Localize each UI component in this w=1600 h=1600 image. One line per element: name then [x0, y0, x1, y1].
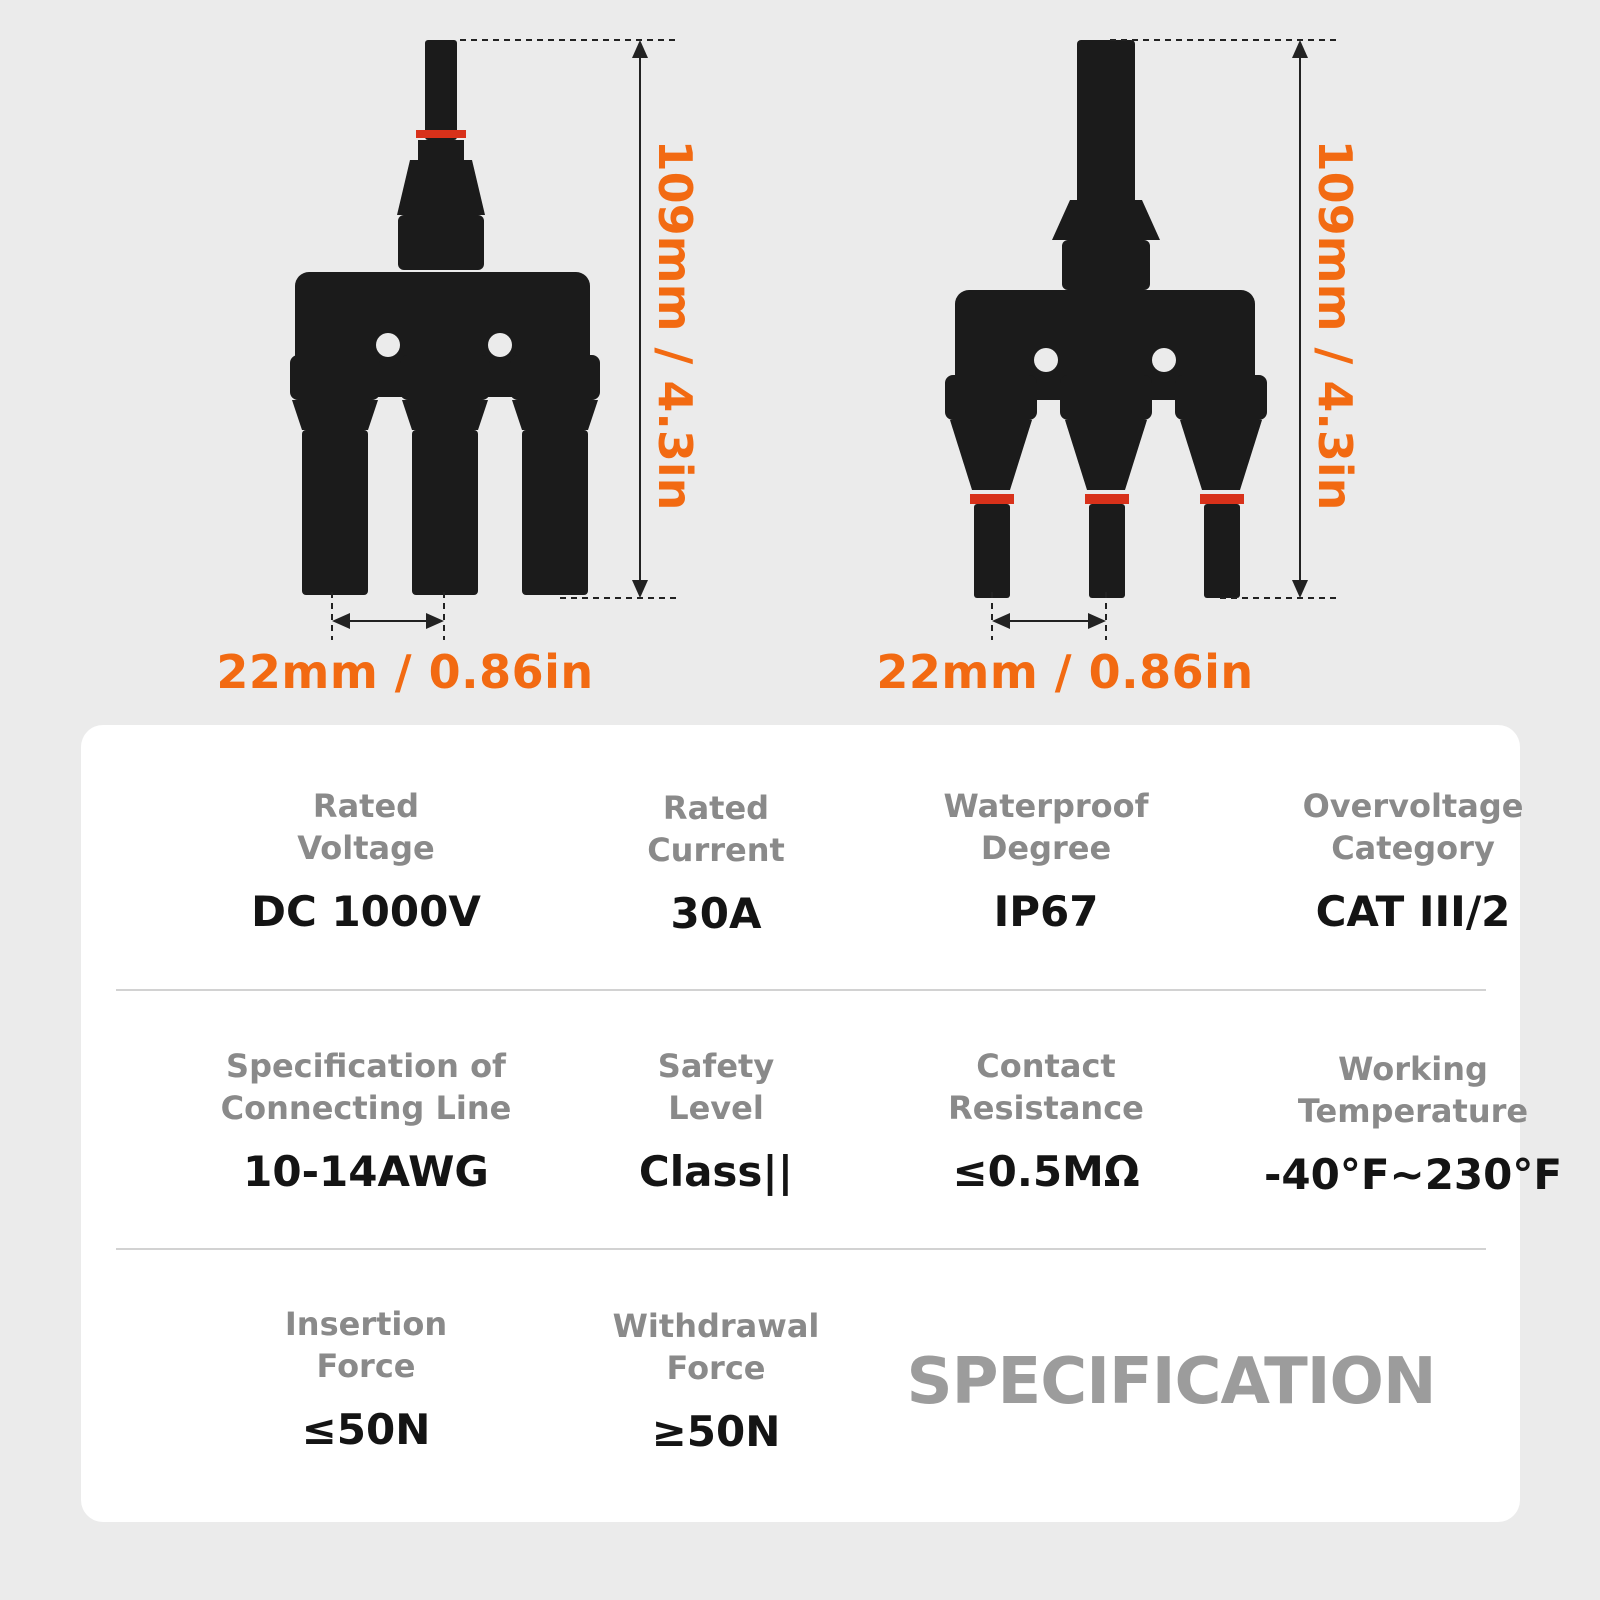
left-width-label: 22mm / 0.86in	[216, 645, 594, 699]
spec-label: Working Temperature	[1297, 1050, 1529, 1130]
spec-working-temperature	[1243, 1048, 1583, 1199]
right-height-label: 109mm / 4.3in	[1308, 139, 1362, 511]
spec-label: Withdrawal Force	[612, 1307, 820, 1387]
spec-card	[81, 725, 1563, 1522]
spec-withdrawal-force	[546, 1305, 886, 1456]
spec-value: 10-14AWG	[243, 1147, 489, 1196]
left-height-label: 109mm / 4.3in	[648, 139, 702, 511]
spec-overvoltage	[1243, 785, 1583, 936]
spec-contact-resistance	[876, 1045, 1216, 1196]
spec-insertion-force	[196, 1303, 536, 1454]
spec-label: Contact Resistance	[948, 1047, 1144, 1127]
spec-value: ≤0.5MΩ	[952, 1147, 1140, 1196]
spec-label: Waterproof Degree	[943, 787, 1149, 867]
left-connector-image	[290, 40, 600, 595]
spec-value: ≤50N	[301, 1405, 431, 1454]
spec-label: Overvoltage Category	[1302, 787, 1524, 867]
spec-safety-level	[546, 1045, 886, 1196]
spec-value: -40°F~230°F	[1263, 1150, 1563, 1199]
spec-label: Safety Level	[657, 1047, 775, 1127]
spec-rated-current	[546, 787, 886, 938]
spec-value: ≥50N	[651, 1407, 781, 1456]
right-width-label: 22mm / 0.86in	[876, 645, 1254, 699]
spec-value: DC 1000V	[251, 887, 481, 936]
row-divider	[116, 989, 1486, 991]
spec-value: CAT III/2	[1315, 887, 1511, 936]
spec-title: SPECIFICATION	[906, 1345, 1436, 1419]
spec-value: Class||	[638, 1147, 794, 1196]
spec-label: Rated Voltage	[297, 787, 435, 867]
spec-connecting-line	[196, 1045, 536, 1196]
spec-waterproof	[876, 785, 1216, 936]
row-divider	[116, 1248, 1486, 1250]
spec-label: Rated Current	[647, 789, 785, 869]
spec-label: Insertion Force	[284, 1305, 448, 1385]
spec-rated-voltage	[196, 785, 536, 936]
spec-value: IP67	[993, 887, 1099, 936]
right-connector-image	[945, 40, 1267, 598]
spec-value: 30A	[670, 889, 762, 938]
spec-label: Specification of Connecting Line	[220, 1047, 512, 1127]
